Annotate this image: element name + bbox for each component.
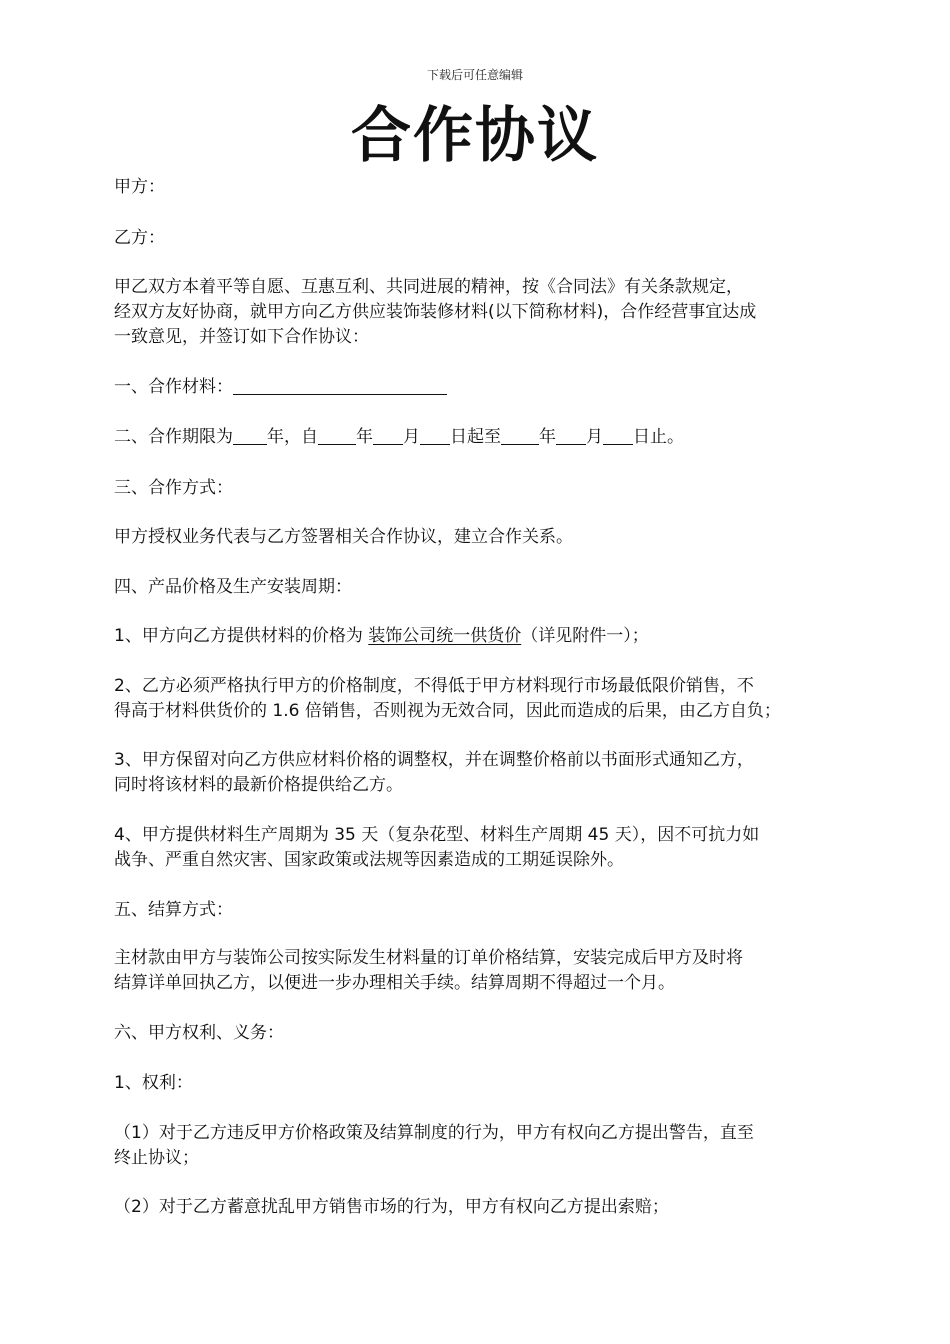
item-4-3-line-1: 3、甲方保留对向乙方供应材料价格的调整权，并在调整价格前以书面形式通知乙方，	[114, 750, 754, 770]
right-1	[114, 1121, 840, 1171]
section-6-rights-heading: 1、权利：	[114, 1073, 193, 1093]
intro-line-1: 甲乙双方本着平等自愿、互惠互利、共同进展的精神，按《合同法》有关条款规定，	[114, 277, 743, 297]
end-year-blank	[501, 426, 539, 445]
start-year-blank	[318, 426, 356, 445]
item-4-4-line-1: 4、甲方提供材料生产周期为 35 天（复杂花型、材料生产周期 45 天），因不可抗力如	[114, 825, 760, 845]
right-2: （2）对于乙方蓄意扰乱甲方销售市场的行为，甲方有权向乙方提出索赔；	[114, 1197, 669, 1217]
section-5-heading: 五、结算方式：	[114, 900, 233, 920]
intro-line-3: 一致意见，并签订如下合作协议：	[114, 327, 369, 347]
term-text-f: 年	[539, 427, 556, 447]
section-5-line-2: 结算详单回执乙方，以便进一步办理相关手续。结算周期不得超过一个月。	[114, 973, 675, 993]
term-text-b: 年，自	[267, 427, 318, 447]
term-text-g: 月	[586, 427, 603, 447]
term-years-blank	[233, 426, 267, 445]
item-4-4	[114, 823, 840, 873]
term-text-d: 月	[403, 427, 420, 447]
item-4-1-text-a: 1、甲方向乙方提供材料的价格为	[114, 626, 369, 646]
party-a-label: 甲方：	[114, 177, 165, 197]
item-4-4-line-2: 战争、严重自然灾害、国家政策或法规等因素造成的工期延误除外。	[114, 850, 624, 870]
start-month-blank	[373, 426, 403, 445]
term-text-e: 日起至	[450, 427, 501, 447]
item-4-2-line-1: 2、乙方必须严格执行甲方的价格制度，不得低于甲方材料现行市场最低限价销售，不	[114, 676, 754, 696]
intro-line-2: 经双方友好协商，就甲方向乙方供应装饰装修材料(以下简称材料)，合作经营事宜达成	[114, 302, 757, 322]
right-1-line-1: （1）对于乙方违反甲方价格政策及结算制度的行为，甲方有权向乙方提出警告，直至	[114, 1123, 754, 1143]
materials-blank	[233, 376, 447, 395]
end-day-blank	[603, 426, 633, 445]
section-5-text	[114, 946, 840, 996]
term-text-h: 日止。	[633, 427, 684, 447]
section-4-heading: 四、产品价格及生产安装周期：	[114, 577, 352, 597]
end-month-blank	[556, 426, 586, 445]
document-title: 合作协议	[351, 101, 599, 171]
party-b-label: 乙方：	[114, 228, 165, 248]
term-text-a: 二、合作期限为	[114, 427, 233, 447]
item-4-2	[114, 674, 840, 724]
section-6-heading: 六、甲方权利、义务：	[114, 1023, 284, 1043]
section-5-line-1: 主材款由甲方与装饰公司按实际发生材料量的订单价格结算，安装完成后甲方及时将	[114, 948, 743, 968]
section-3-heading: 三、合作方式：	[114, 478, 233, 498]
term-text-c: 年	[356, 427, 373, 447]
section-2-term	[114, 425, 840, 450]
header-note: 下载后可任意编辑	[426, 68, 523, 82]
right-1-line-2: 终止协议；	[114, 1148, 199, 1168]
item-4-2-line-2: 得高于材料供货价的 1.6 倍销售，否则视为无效合同，因此而造成的后果，由乙方自负；	[114, 701, 781, 721]
item-4-1-text-c: （详见附件一）；	[521, 626, 649, 646]
intro-paragraph	[114, 275, 840, 350]
item-4-1-price-underlined: 装饰公司统一供货价	[368, 626, 522, 646]
section-3-text: 甲方授权业务代表与乙方签署相关合作协议，建立合作关系。	[114, 527, 573, 547]
item-4-1	[114, 624, 840, 649]
item-4-3-line-2: 同时将该材料的最新价格提供给乙方。	[114, 775, 403, 795]
section-1-materials	[114, 375, 840, 400]
start-day-blank	[420, 426, 450, 445]
item-4-3	[114, 748, 840, 798]
section-1-heading: 一、合作材料：	[114, 377, 233, 397]
